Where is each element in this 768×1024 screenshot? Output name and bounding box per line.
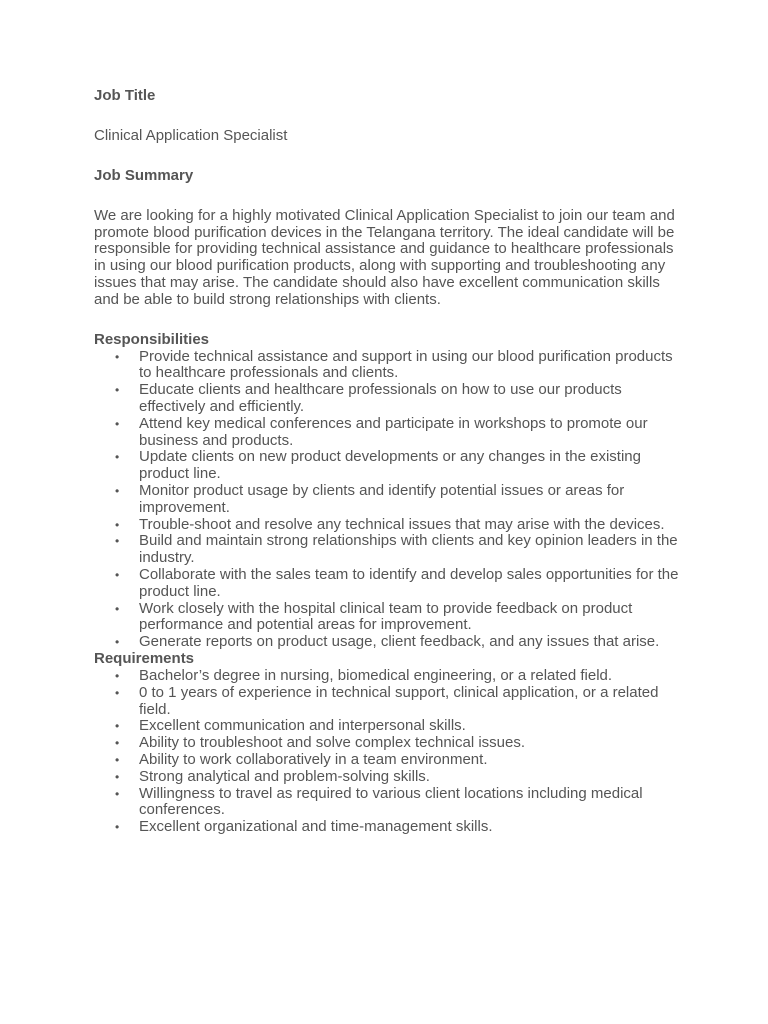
- list-item-text: Provide technical assistance and support in using our blood purification products to healthcare professionals and clients.: [139, 347, 673, 382]
- list-item-text: Excellent organizational and time-management skills.: [139, 818, 493, 836]
- bullet-icon: •: [115, 534, 120, 549]
- list-item: [94, 349, 684, 383]
- bullet-icon: •: [115, 820, 120, 835]
- bullet-icon: •: [115, 635, 120, 650]
- list-item: [94, 735, 684, 752]
- job-summary-heading: Job Summary: [94, 166, 194, 184]
- bullet-icon: •: [115, 517, 120, 532]
- bullet-icon: •: [115, 483, 120, 498]
- list-item-text: Ability to work collaboratively in a team environment.: [139, 750, 488, 768]
- list-item-text: Educate clients and healthcare professionals on how to use our products effectively and efficiently.: [139, 381, 622, 415]
- responsibilities-heading: Responsibilities: [94, 330, 210, 348]
- list-item-text: 0 to 1 years of experience in technical support, clinical application, or a related field.: [139, 683, 659, 718]
- bullet-icon: •: [115, 383, 120, 398]
- bullet-icon: •: [115, 719, 120, 734]
- job-title-heading: Job Title: [94, 87, 156, 104]
- job-summary-text: We are looking for a highly motivated Clinical Application Specialist to join our team and promote blood purification devices in the Telangana territory. The ideal candidate will be responsible for providing technical assistance and guidance to healthcare professionals in using our blood purification products, along with supporting and troubleshooting any issues that may arise. The candidate should also have excellent communication skills and be able to build strong relationships with clients.: [94, 206, 675, 308]
- list-item: [94, 718, 684, 735]
- list-item-text: Monitor product usage by clients and identify potential issues or areas for improvement.: [139, 481, 625, 516]
- bullet-icon: •: [115, 752, 120, 767]
- list-item-text: Bachelor’s degree in nursing, biomedical engineering, or a related field.: [139, 666, 613, 684]
- list-item: [94, 483, 684, 517]
- requirements-heading: Requirements: [94, 649, 195, 667]
- requirements-list: [94, 668, 684, 836]
- list-item: [94, 668, 684, 685]
- list-item-text: Generate reports on product usage, client feedback, and any issues that arise.: [139, 633, 660, 651]
- list-item-text: Collaborate with the sales team to identify and develop sales opportunities for the product line.: [139, 565, 679, 600]
- list-item-text: Attend key medical conferences and participate in workshops to promote our business and products.: [139, 414, 648, 449]
- list-item-text: Build and maintain strong relationships with clients and key opinion leaders in the industry.: [139, 532, 678, 567]
- bullet-icon: •: [115, 668, 120, 683]
- list-item: [94, 533, 684, 567]
- bullet-icon: •: [115, 416, 120, 431]
- list-item: [94, 416, 684, 450]
- list-item-text: Excellent communication and interpersonal skills.: [139, 717, 466, 735]
- list-item-text: Work closely with the hospital clinical team to provide feedback on product performance and potential areas for improvement.: [139, 599, 633, 634]
- bullet-icon: •: [115, 769, 120, 784]
- responsibilities-list: [94, 349, 684, 651]
- bullet-icon: •: [115, 685, 120, 700]
- list-item: [94, 634, 684, 651]
- list-item-text: Trouble-shoot and resolve any technical issues that may arise with the devices.: [139, 515, 665, 533]
- job-title-value: Clinical Application Specialist: [94, 127, 288, 144]
- list-item: [94, 601, 684, 635]
- list-item: [94, 786, 684, 820]
- list-item-text: Update clients on new product developments or any changes in the existing product line.: [139, 448, 641, 483]
- bullet-icon: •: [115, 450, 120, 465]
- list-item: [94, 449, 684, 483]
- list-item: [94, 819, 684, 836]
- list-item-text: Strong analytical and problem-solving skills.: [139, 767, 430, 785]
- bullet-icon: •: [115, 349, 120, 364]
- list-item: [94, 567, 684, 601]
- list-item: [94, 769, 684, 786]
- list-item: [94, 382, 684, 416]
- bullet-icon: •: [115, 567, 120, 582]
- document-page: [94, 88, 684, 836]
- bullet-icon: •: [115, 601, 120, 616]
- list-item: [94, 517, 684, 534]
- list-item: [94, 752, 684, 769]
- bullet-icon: •: [115, 786, 120, 801]
- list-item-text: Ability to troubleshoot and solve complex technical issues.: [139, 734, 526, 752]
- list-item: [94, 685, 684, 719]
- list-item-text: Willingness to travel as required to various client locations including medical conferences.: [139, 784, 643, 819]
- bullet-icon: •: [115, 736, 120, 751]
